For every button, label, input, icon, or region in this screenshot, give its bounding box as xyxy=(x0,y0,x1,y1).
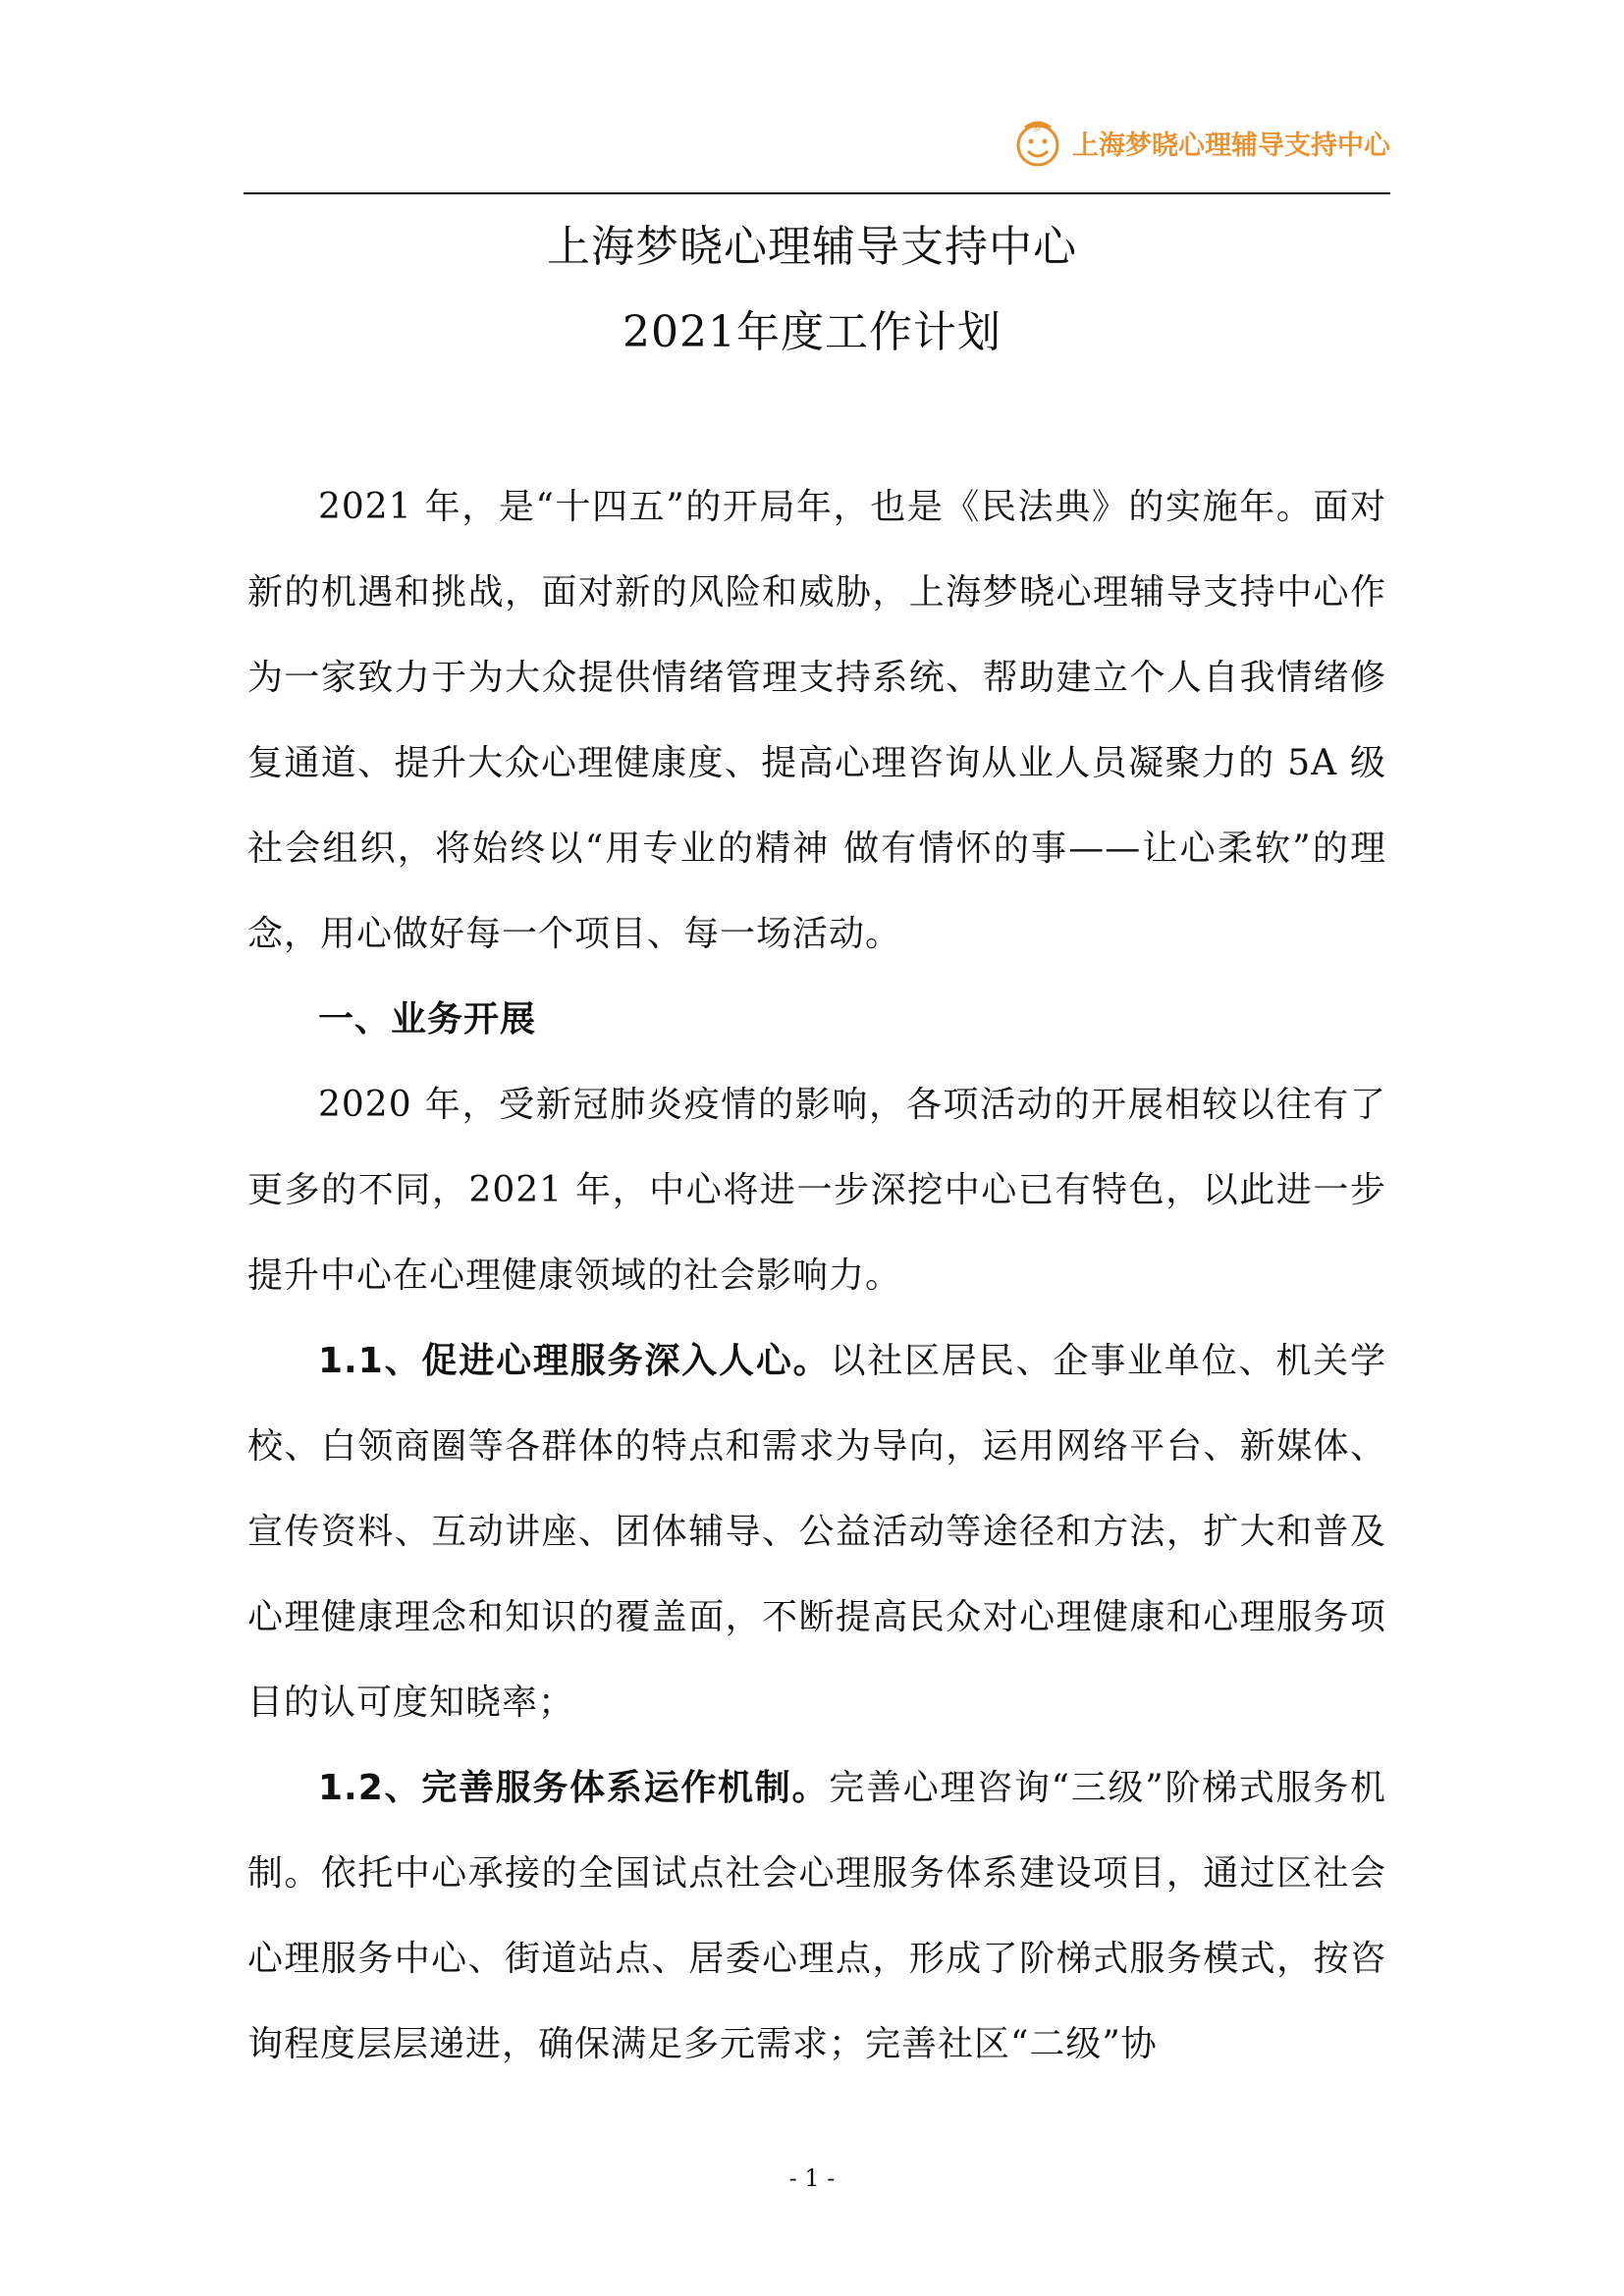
intro-paragraph: 2021 年，是“十四五”的开局年，也是《民法典》的实施年。面对新的机遇和挑战，面对新的风险和威胁，上海梦晓心理辅导支持中心作为一家致力于为大众提供情绪管理支持系统、帮助建立个人自我情绪修复通道、提升大众心理健康度、提高心理咨询从业人员凝聚力的 5A 级社会组织，将始终以“用专业的精神 做有情怀的事——让心柔软”的理念，用心做好每一个项目、每一场活动。 xyxy=(247,487,1386,954)
page-header xyxy=(244,108,1390,196)
item-1-1-lead: 1.1、促进心理服务深入人心。 xyxy=(318,1341,831,1381)
document-body xyxy=(247,464,1386,2087)
logo-glyph: 梦 xyxy=(1032,121,1044,133)
section-intro-paragraph: 2020 年，受新冠肺炎疫情的影响，各项活动的开展相较以往有了更多的不同，2021 年，中心将进一步深挖中心已有特色，以此进一步提升中心在心理健康领域的社会影响力。 xyxy=(247,1085,1386,1296)
document-title-line2: 2021年度工作计划 xyxy=(623,307,1001,357)
item-1-1-paragraph xyxy=(247,1318,1386,1745)
document-title-line1: 上海梦晓心理辅导支持中心 xyxy=(547,222,1077,272)
header-divider xyxy=(244,192,1390,194)
item-1-2-lead: 1.2、完善服务体系运作机制。 xyxy=(318,1768,830,1808)
org-logo-icon xyxy=(1013,116,1062,169)
item-1-2-paragraph xyxy=(247,1745,1386,2087)
item-1-2-text: 完善心理咨询“三级”阶梯式服务机制。依托中心承接的全国试点社会心理服务体系建设项目，通过区社会心理服务中心、街道站点、居委心理点，形成了阶梯式服务模式，按咨询程度层层递进，确保满足多元需求；完善社区“二级”协 xyxy=(247,1768,1386,2064)
item-1-1-text: 以社区居民、企事业单位、机关学校、白领商圈等各群体的特点和需求为导向，运用网络平台、新媒体、宣传资料、互动讲座、团体辅导、公益活动等途径和方法，扩大和普及心理健康理念和知识的覆盖面，不断提高民众对心理健康和心理服务项目的认可度知晓率； xyxy=(247,1341,1386,1723)
section-heading-business: 一、业务开展 xyxy=(318,999,537,1040)
org-logo xyxy=(1013,108,1390,177)
page-number: - 1 - xyxy=(788,2164,836,2192)
org-name-label: 上海梦晓心理辅导支持中心 xyxy=(1072,130,1390,161)
